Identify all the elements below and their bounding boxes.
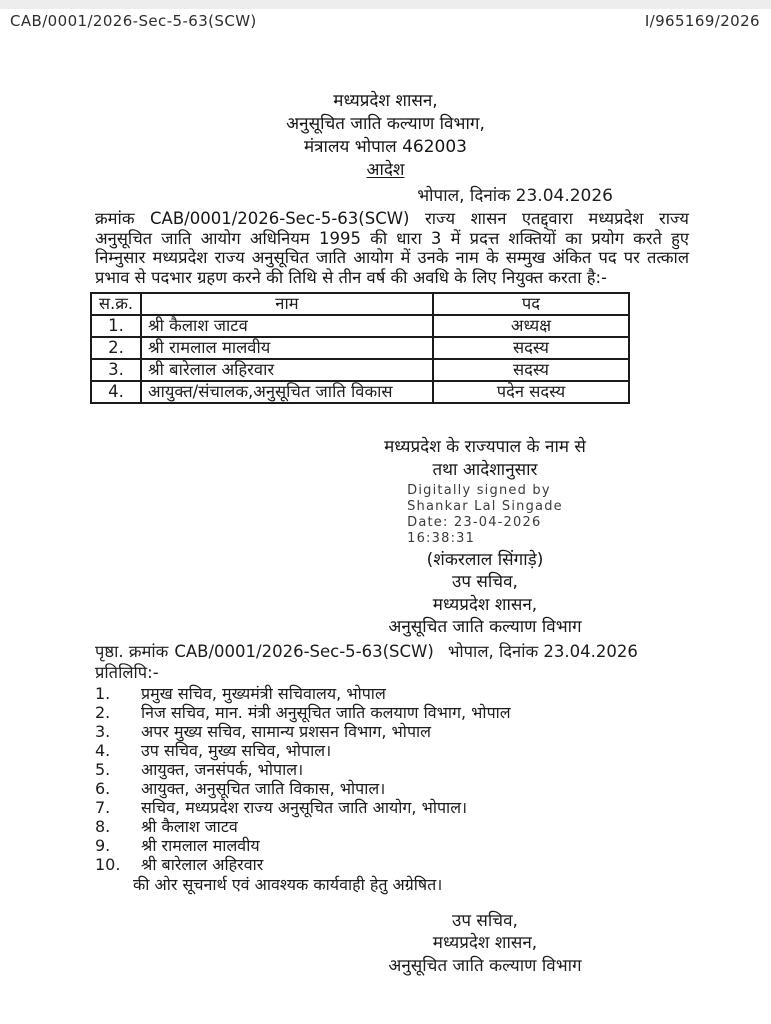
list-item-number: 8. [95,816,111,836]
order-body-paragraph: क्रमांक CAB/0001/2026-Sec-5-63(SCW) राज्य शासन एतद्द्वारा मध्यप्रदेश राज्य अनुसूचित जाति आयोग अधिनियम 1995 की धारा 3 में प्रदत्त शक्तियों का प्रयोग करते हुए निम्नुसार मध्यप्रदेश राज्य अनुसूचित जाति आयोग में उनके नाम के सम्मुख अंकित पद पर तत्काल प्रभाव से पदभार ग्रहण करने की तिथि से तीन वर्ष की अवधि के लिए नियुक्त करता है:- [95,209,689,287]
list-item-text: श्री कैलाश जाटव [141,816,238,836]
list-item-number: 2. [95,702,111,722]
digital-signature-stamp [407,483,563,547]
signer-org-line-2: अनुसूचित जाति कल्याण विभाग [388,617,582,637]
list-item [95,836,771,855]
table-cell-name: श्री कैलाश जाटव [141,315,433,337]
table-cell-name: श्री बारेलाल अहिरवार [141,359,433,381]
table-cell-sno: 1. [91,315,141,337]
table-cell-sno: 2. [91,337,141,359]
list-item [95,722,771,741]
list-item [95,684,771,703]
list-item-number: 5. [95,759,111,779]
table-cell-sno: 4. [91,381,141,403]
copy-to-label: प्रतिलिपि:- [95,662,159,682]
digital-sign-line-1: Digitally signed by [407,483,551,498]
list-item-text: प्रमुख सचिव, मुख्यमंत्री सचिवालय, भोपाल [141,683,386,703]
file-id-number: I/965169/2026 [644,12,760,30]
table-cell-name: आयुक्त/संचालक,अनुसूचित जाति विकास [141,381,433,403]
list-item-text: सचिव, मध्यप्रदेश राज्य अनुसूचित जाति आयोग, भोपाल। [141,797,468,817]
signer-org-line-1: मध्यप्रदेश शासन, [432,594,538,615]
list-item-number: 4. [95,740,111,760]
list-item [95,779,771,798]
copy-to-list [95,684,771,874]
place-date-line: भोपाल, दिनांक 23.04.2026 [417,186,613,206]
list-item [95,798,771,817]
table-row [91,337,629,359]
list-item-text: श्री रामलाल मालवीय [141,835,260,855]
footer-org-line-1: मध्यप्रदेश शासन, [432,933,538,953]
list-item-number: 9. [95,835,111,855]
signer-name: (शंकरलाल सिंगाड़े) [426,549,544,570]
list-item [95,741,771,760]
ministry-address: मंत्रालय भोपाल 462003 [304,137,467,157]
table-header-post: पद [433,293,629,315]
department-name: अनुसूचित जाति कल्याण विभाग, [286,114,485,134]
endorsement-ref-prefix: पृष्ठा. क्रमांक [95,641,169,661]
endorsement-ref-date: भोपाल, दिनांक 23.04.2026 [447,641,638,661]
table-cell-post: सदस्य [433,359,629,381]
list-item-text: आयुक्त, जनसंपर्क, भोपाल। [141,759,304,779]
table-cell-post: पदेन सदस्य [433,381,629,403]
document-reference-row [0,9,771,30]
signer-designation: उप सचिव, [452,572,518,592]
table-cell-name: श्री रामलाल मालवीय [141,337,433,359]
authority-line-1: मध्यप्रदेश के राज्यपाल के नाम से [384,437,586,457]
footer-org-line-2: अनुसूचित जाति कल्याण विभाग [388,955,582,976]
list-item [95,703,771,722]
digital-sign-line-4: 16:38:31 [407,531,476,546]
table-header-row [91,293,629,315]
list-item [95,760,771,779]
authority-line-2: तथा आदेशानुसार [432,459,538,480]
list-item-text: आयुक्त, अनुसूचित जाति विकास, भोपाल। [141,778,386,798]
letterhead [0,90,771,182]
list-item-number: 10. [95,854,121,874]
forwarding-note: की ओर सूचनार्थ एवं आवश्यक कार्यवाही हेतु अग्रेषित। [133,874,443,894]
list-item-number: 3. [95,721,111,741]
table-header-name: नाम [141,293,433,315]
footer-signature-block [290,910,680,978]
government-name: मध्यप्रदेश शासन, [333,91,438,111]
table-cell-post: अध्यक्ष [433,315,629,337]
endorsement-section [95,641,771,874]
list-item [95,817,771,836]
table-row [91,359,629,381]
list-item-number: 7. [95,797,111,817]
table-header-sno: स.क्र. [91,293,141,315]
list-item-text: अपर मुख्य सचिव, सामान्य प्रशसन विभाग, भोपाल [141,721,432,741]
endorsement-reference-line [95,641,771,662]
digital-sign-line-3: Date: 23-04-2026 [407,515,542,530]
list-item-number: 6. [95,778,111,798]
digital-sign-line-2: Shankar Lal Singade [407,499,563,514]
table-row [91,381,629,403]
list-item-text: निज सचिव, मान. मंत्री अनुसूचित जाति कलयाण विभाग, भोपाल [141,702,511,722]
table-cell-post: सदस्य [433,337,629,359]
list-item [95,855,771,874]
signature-block [290,436,680,639]
footer-designation: उप सचिव, [452,910,518,931]
list-item-text: उप सचिव, मुख्य सचिव, भोपाल। [141,740,332,760]
appointment-table [90,292,630,404]
order-heading: आदेश [366,160,405,180]
list-item-text: श्री बारेलाल अहिरवार [141,854,264,874]
table-row [91,315,629,337]
scan-top-strip [0,0,771,9]
doc-reference-number: CAB/0001/2026-Sec-5-63(SCW) [10,12,257,30]
list-item-number: 1. [95,683,111,703]
endorsement-ref-number: CAB/0001/2026-Sec-5-63(SCW) [174,641,434,661]
table-cell-sno: 3. [91,359,141,381]
